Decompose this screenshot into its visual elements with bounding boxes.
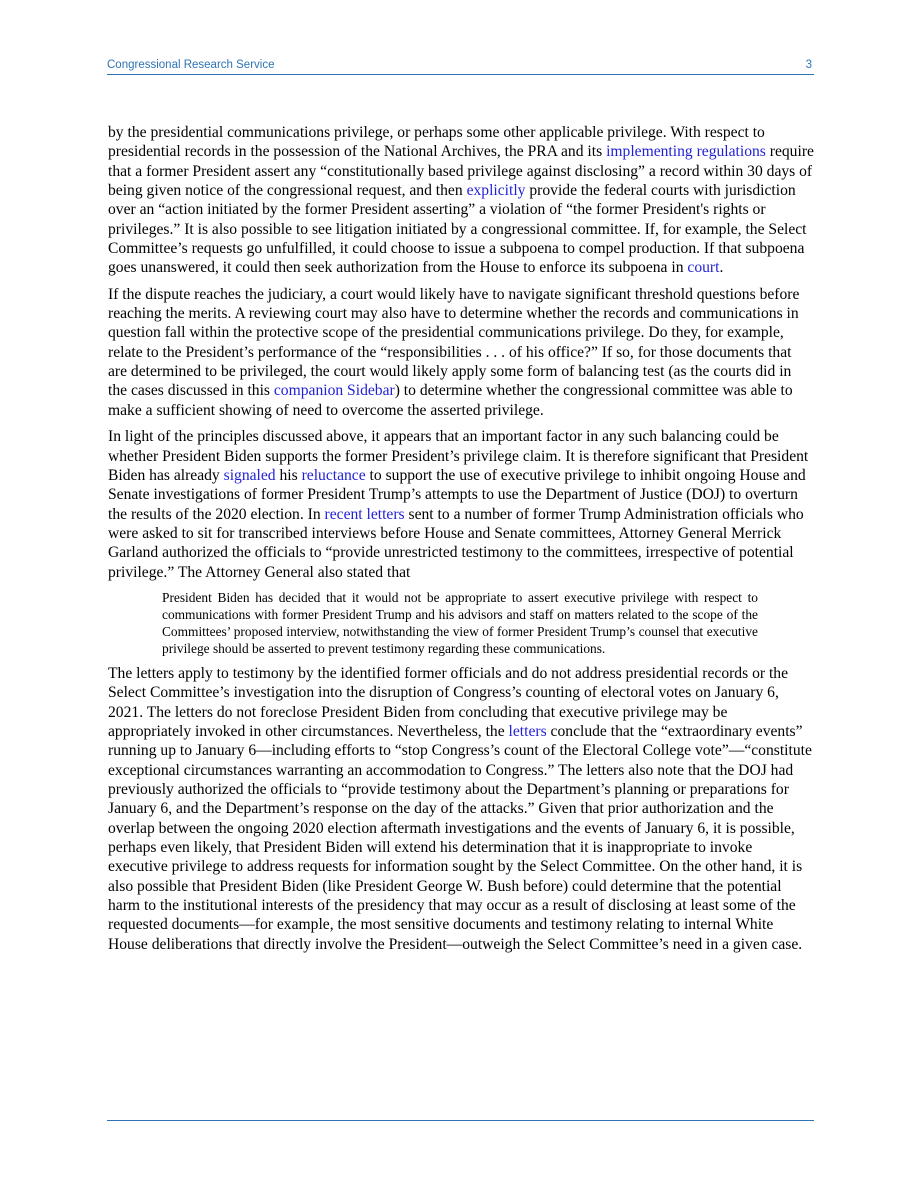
page-number: 3 [805, 59, 812, 71]
paragraph-1 [108, 123, 814, 278]
paragraph-1-text-1: by the presidential communications privilege, or perhaps some other applicable privilege. With respect to presidential records in the possession of the National Archives, the PRA and its [108, 124, 765, 161]
page-header [107, 58, 814, 75]
paragraph-1-text-4: . [719, 259, 724, 277]
attorney-general-quote: President Biden has decided that it would not be appropriate to assert executive privilege with respect to communications with former President Trump and his advisors and staff on matters related to the scope of the Committees’ proposed interview, notwithstanding the view of former President Trump’s counsel that executive privilege should be asserted to prevent testimony regarding these communications. [162, 589, 758, 656]
paragraph-4-text-2: conclude that the “extraordinary events” running up to January 6—including efforts to “stop Congress’s count of the Electoral College vote”—“constitute exceptional circumstances warranting an accommodation to Congress.” The letters also note that the DOJ had previously authorized the officials to “provide testimony about the Department’s planning or preparations for January 6, and the Department’s response on the day of the attacks.” Given that prior authorization and the overlap between the ongoing 2020 election aftermath investigations and the events of January 6, it is possible, perhaps even likely, that President Biden will extend his determination that it is inappropriate to invoke executive privilege to address requests for information sought by the Select Committee. On the other hand, it is also possible that President Biden (like President George W. Bush before) could determine that the potential harm to the institutional interests of the presidency that may occur as a result of disclosing at least some of the requested documents—for example, the most sensitive documents and testimony relating to internal White House deliberations that directly involve the President—outweigh the Select Committee’s need in a given case. [108, 722, 812, 953]
reluctance-link[interactable]: reluctance [301, 466, 366, 484]
signaled-link[interactable]: signaled [223, 466, 276, 484]
paragraph-4-text-1: The letters apply to testimony by the identified former officials and do not address presidential records or the Select Committee’s investigation into the disruption of Congress’s counting of electoral votes on January 6, 2021. The letters do not foreclose President Biden from concluding that executive privilege may be appropriately invoked in other circumstances. Nevertheless, the [108, 664, 789, 740]
paragraph-3-text-1: In light of the principles discussed above, it appears that an important factor in any such balancing could be whether President Biden supports the former President’s privilege claim. It is therefore significant that President Biden has already [108, 428, 809, 484]
document-body [108, 123, 814, 961]
letters-link[interactable]: letters [508, 722, 547, 740]
paragraph-1-text-2: require that a former President assert any “constitutionally based privilege against disclosing” a record within 30 days of being given notice of the congressional request, and then [108, 143, 814, 200]
recent-letters-link[interactable]: recent letters [324, 505, 405, 523]
court-link[interactable]: court [687, 259, 720, 277]
explicitly-link[interactable]: explicitly [466, 182, 526, 200]
paragraph-1-text-3: provide the federal courts with jurisdiction over an “action initiated by the former President asserting” a violation of “the former President's rights or privileges.” It is also possible to see litigation initiated by a congressional committee. If, for example, the Select Committee’s requests go unfulfilled, it could choose to issue a subpoena to compel production. If that subpoena goes unanswered, it could then seek authorization from the House to enforce its subpoena in [108, 182, 807, 277]
paragraph-3-text-3: to support the use of executive privilege to inhibit ongoing House and Senate investigations of former President Trump’s attempts to use the Department of Justice (DOJ) to overturn the results of the 2020 election. In [108, 466, 806, 523]
paragraph-2 [108, 285, 814, 420]
paragraph-3-text-4: sent to a number of former Trump Administration officials who were asked to sit for transcribed interviews before House and Senate committees, Attorney General Merrick Garland authorized the officials to “provide unrestricted testimony to the committees, irrespective of potential privilege.” The Attorney General also stated that [108, 505, 804, 581]
paragraph-2-text-1: If the dispute reaches the judiciary, a court would likely have to navigate significant threshold questions before reaching the merits. A reviewing court may also have to determine whether the records and communications in question fall within the protective scope of the presidential communications privilege. Do they, for example, relate to the President’s performance of the “responsibilities . . . of his office?” If so, for those documents that are determined to be privileged, the court would likely apply some form of balancing test (as the courts did in the cases discussed in this [108, 285, 800, 400]
paragraph-4 [108, 664, 814, 954]
paragraph-2-text-2: ) to determine whether the congressional committee was able to make a sufficient showing of need to overcome the asserted privilege. [108, 382, 793, 419]
paragraph-3 [108, 427, 814, 582]
paragraph-3-text-2: his [275, 466, 302, 484]
implementing-regulations-link[interactable]: implementing regulations [606, 143, 766, 161]
header-source-label: Congressional Research Service [107, 59, 275, 71]
companion-sidebar-link[interactable]: companion Sidebar [273, 382, 395, 400]
footer-rule [107, 1120, 814, 1121]
